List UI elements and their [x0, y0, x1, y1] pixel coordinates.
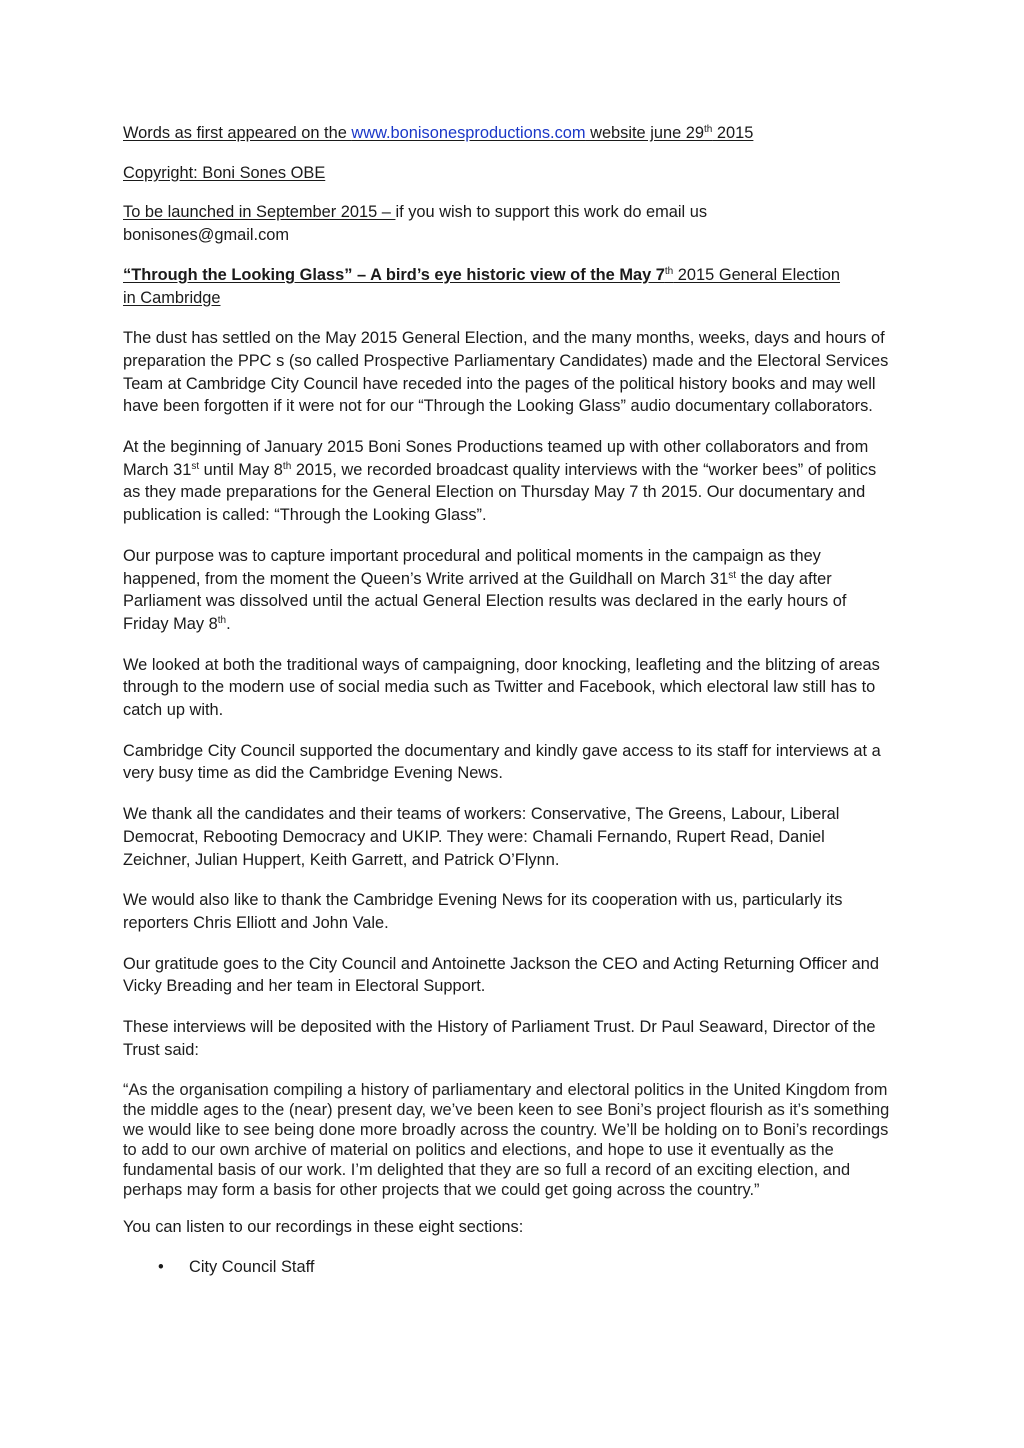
seaward-quote: “As the organisation compiling a history of parliamentary and electoral politics in the United Kingdom from the middle ages to the (near) present day, we’ve been keen to see Boni’s project flourish as it’s something we would like to see being done more broadly across the country. We’ll be holding on to Boni’s recordings to add to our own archive of material on politics and elections, and hope to use it eventually as the fundamental basis of our work. I’m delighted that they are so full a record of an exciting election, and perhaps may form a basis for other projects that we could get going across the country.” [123, 1080, 890, 1199]
document-title: “Through the Looking Glass” – A bird’s eye historic view of the May 7th 2015 General Election in Cambridge [123, 265, 840, 307]
list-item: • City Council Staff [123, 1256, 894, 1278]
paragraph-6: We thank all the candidates and their teams of workers: Conservative, The Greens, Labour, Liberal Democrat, Rebooting Democracy and UKIP. They were: Chamali Fernando, Rupert Read, Daniel Zeichner, Julian Huppert, Keith Garrett, and Patrick O’Flynn. [123, 805, 840, 869]
source-line: Words as first appeared on the www.bonisonesproductions.com website june 29th 2015 [123, 124, 754, 142]
paragraph-7: We would also like to thank the Cambridge Evening News for its cooperation with us, particularly its reporters Chris Elliott and John Vale. [123, 891, 843, 932]
paragraph-4: We looked at both the traditional ways of campaigning, door knocking, leafleting and the blitzing of areas through to the modern use of social media such as Twitter and Facebook, which electoral law still has to catch up with. [123, 655, 880, 720]
launch-line: To be launched in September 2015 – if you wish to support this work do email us bonisones@gmail.com [123, 203, 708, 245]
paragraph-9: These interviews will be deposited with the History of Parliament Trust. Dr Paul Seaward, Director of the Trust said: [123, 1018, 876, 1059]
website-link[interactable]: www.bonisonesproductions.com [351, 124, 586, 142]
contact-email[interactable]: bonisones@gmail.com [123, 226, 290, 245]
paragraph-10: You can listen to our recordings in these eight sections: [123, 1217, 524, 1236]
paragraph-2: At the beginning of January 2015 Boni Sones Productions teamed up with other collaborators and from March 31st until May 8th 2015, we recorded broadcast quality interviews with the “worker bees” of politics as they made preparations for the General Election on Thursday May 7 th 2015. Our documentary and publication is called: “Through the Looking Glass”. [123, 438, 877, 525]
paragraph-1: The dust has settled on the May 2015 General Election, and the many months, weeks, days and hours of preparation the PPC s (so called Prospective Parliamentary Candidates) made and the Electoral Services Team at Cambridge City Council have receded into the pages of the political history books and may well have been forgotten if it were not for our “Through the Looking Glass” audio documentary collaborators. [123, 329, 889, 416]
paragraph-3: Our purpose was to capture important procedural and political moments in the campaign as they happened, from the moment the Queen’s Write arrived at the Guildhall on March 31st the day after Parliament was dissolved until the actual General Election results was declared in the early hours of Friday May 8th. [123, 546, 847, 633]
copyright-line: Copyright: Boni Sones OBE [123, 163, 326, 182]
paragraph-8: Our gratitude goes to the City Council and Antoinette Jackson the CEO and Acting Returning Officer and Vicky Breading and her team in Electoral Support. [123, 954, 879, 996]
sections-list [123, 1256, 894, 1278]
paragraph-5: Cambridge City Council supported the documentary and kindly gave access to its staff for interviews at a very busy time as did the Cambridge Evening News. [123, 741, 881, 783]
